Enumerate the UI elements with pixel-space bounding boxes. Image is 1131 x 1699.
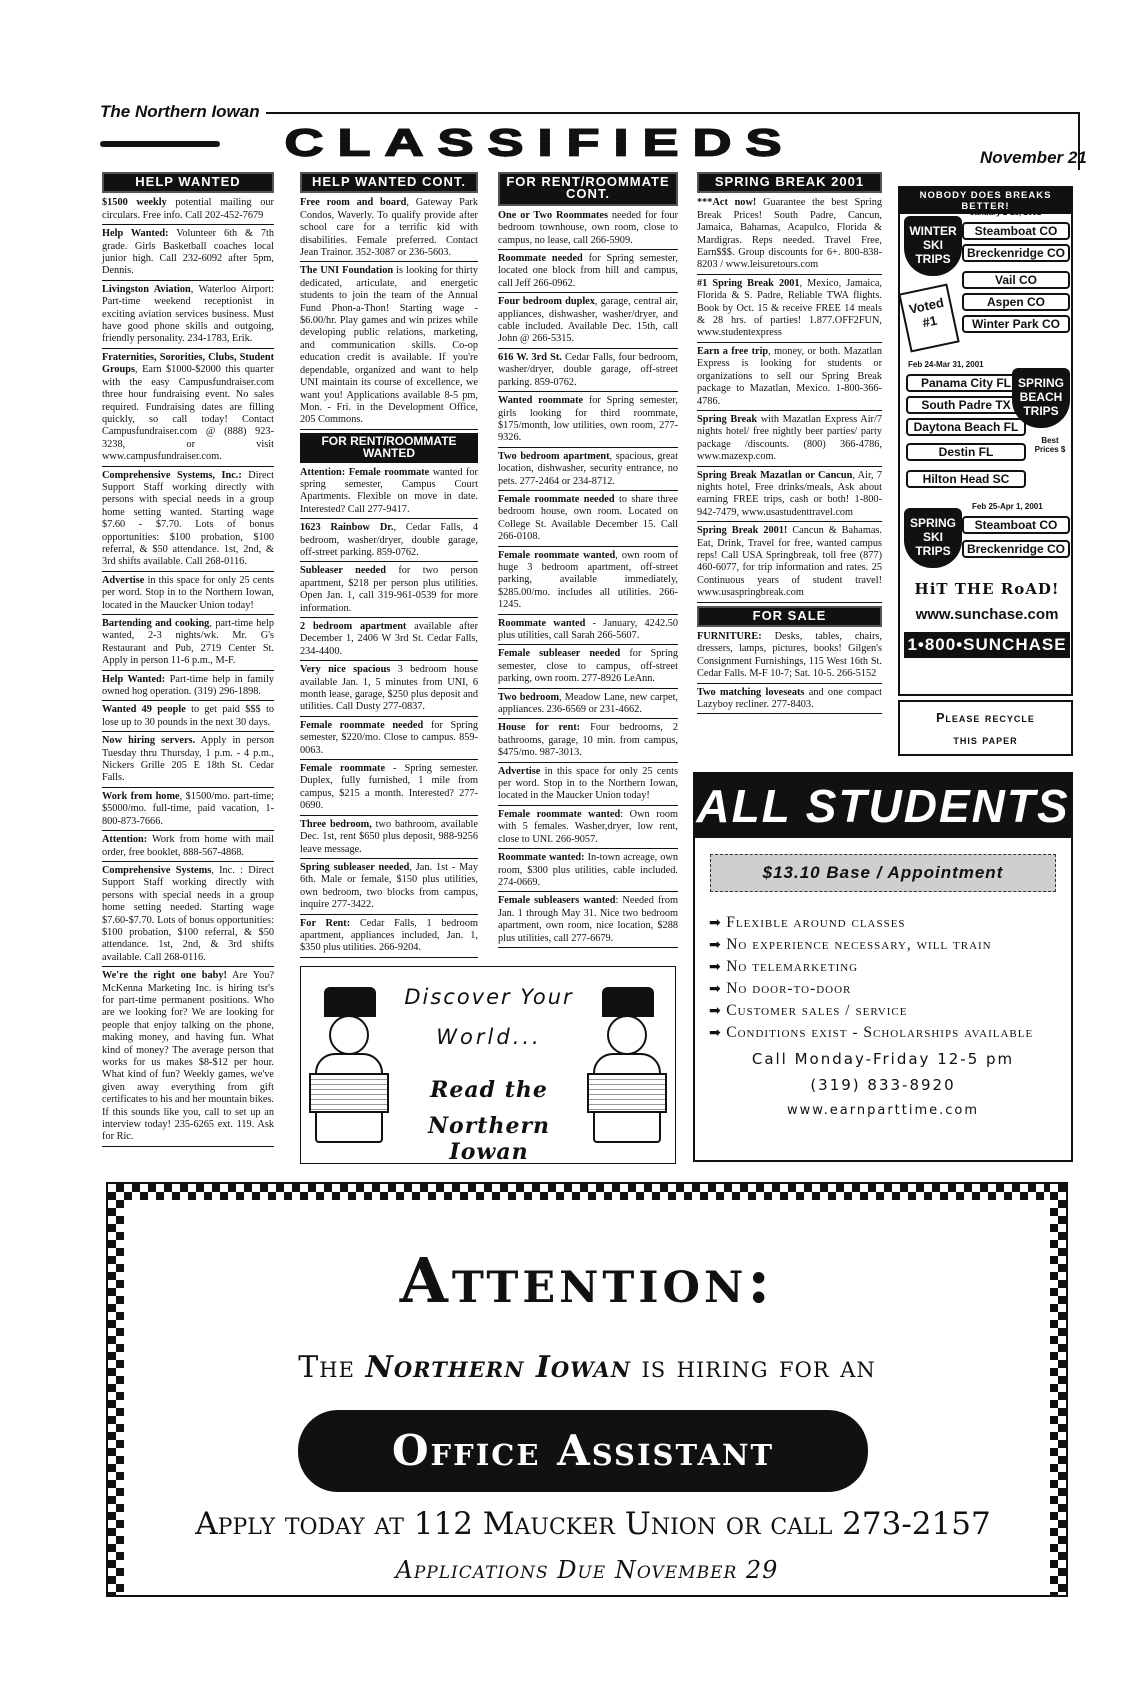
destination: Vail CO <box>962 271 1070 289</box>
list-item: ➡ Customer sales / service <box>709 1000 1071 1022</box>
classified-ad <box>697 525 882 602</box>
ad-list <box>697 197 882 602</box>
column-spring-break <box>697 172 882 717</box>
ad-body: - Spring semester. Duplex, fully furnished, 1 mile from campus, $215 a month. Interested? 277-0690. <box>300 763 478 812</box>
spring-ski-dates: Feb 25-Apr 1, 2001 <box>972 502 1043 511</box>
classified-ad <box>102 735 274 788</box>
office-assistant-ad <box>106 1182 1068 1597</box>
sunchase-website: www.sunchase.com <box>915 606 1059 623</box>
destination: Steamboat CO <box>962 222 1070 240</box>
ad-lead: Three bedroom, <box>300 818 372 830</box>
ad-list <box>300 197 478 429</box>
ad-body: Guarantee the best Spring Break Prices! South Padre, Cancun, Jamaica, Bahamas, Acapulco, Florida & Mardigras. Reps needed. Travel Free, Earn$$$. Group discounts for 6+. 800-838-8203 / www.leisuretours.com <box>697 197 882 271</box>
ad-body: , own room of huge 3 bedroom apartment, off-street parking, available immediately, $285.00/mo. includes all utilities. 266-1245. <box>498 549 679 611</box>
section-heading: FOR RENT/ROOMMATE WANTED <box>300 433 478 463</box>
ad-body: in this space for only 25 cents per word. Stop in to the Northern Iowan, located in the Maucker Union today! <box>498 765 678 802</box>
ad-body: , Jan. 1st - May 6th. Male or female, $150 plus utilities, own bedroom, two blocks from campus, inquire 277-3422. <box>300 861 478 911</box>
ad-body: , Gateway Park Condos, Waverly. To qualify provide after school care for a terrific kid with disabilities. Female preferred. Contact Jean Trainor. 352-3087 or 236-5603. <box>300 197 478 259</box>
ad-body: Desks, tables, chairs, dressers, lamps, pictures, books! Gilgen's Consignment Furnishings, 115 West 16th St. Cedar Falls. M-F 10-7; Sat. 10-5. 266-5152 <box>697 631 882 680</box>
ad-body: , $1500/mo. part-time; $5000/mo. full-time, paid vacation, 1-800-873-7666. <box>102 790 274 827</box>
ad-lead: Spring Break Mazatlan or Cancun <box>697 469 853 481</box>
ad-lead: Free room and board <box>300 197 407 209</box>
classified-ad <box>102 791 274 831</box>
classified-ad <box>300 862 478 915</box>
ad-body: two bathroom, available Dec. 1st, rent $650 plus deposit, 988-9256 leave message. <box>300 818 478 855</box>
discover-your-world-ad <box>300 966 676 1164</box>
sunchase-phone: 1•800•SUNCHASE <box>904 632 1070 658</box>
ad-lead: Help Wanted: <box>102 673 166 685</box>
ad-body: Are You? McKenna Marketing Inc. is hiring tsr's for part-time permanent positions. Who are we looking for? We are looking for people that enjoy talking on the phone, making money, and having fun. What kind of money? The average person that works for us makes $8-$12 per hour. What kind of fun? Weekly games, we've given away everything from gift certificates to his and her mountain bikes. If this sounds like you, call to set up an interview today! 235-6265 ext. 119. Ask for Ric. <box>102 970 275 1143</box>
destination: Hilton Head SC <box>906 470 1026 488</box>
column-for-rent-cont <box>498 172 678 951</box>
ad-body: Direct Support Staff working directly with persons with special needs in a group home setting wanted. Starting wage $7.60 - $7.70. Lots of bonus opportunities: $100 probation, $100 referral, & $50 attendance. 1st, 2nd, & 3rd shifts available. Call 268-0116. <box>102 469 274 568</box>
classified-ad <box>498 766 678 806</box>
ad-list <box>300 467 478 958</box>
students-title: ALL STUDENTS <box>695 774 1071 838</box>
ad-body: Four bedrooms, 2 bathrooms, garage, 10 min. from campus, $475/mo. 987-3013. <box>498 722 678 759</box>
ad-body: potential mailing our circulars. Free info. Call 202-452-7679 <box>102 197 274 221</box>
ad-body: , Meadow Lane, new carpet, appliances. 236-6569 or 231-4662. <box>498 691 679 716</box>
ad-body: Cedar Falls, four bedroom, washer/dryer, double garage, off-street parking. 859-0762. <box>498 351 678 388</box>
ad-body: Volunteer 6th & 7th grade. Girls Basketball coaches local junior high. Call 232-6092 after 5pm, Dennis. <box>102 228 274 277</box>
ad-body: to share three bedroom house, own room. Located on College St. Available December 15. Call 266-0108. <box>498 493 678 543</box>
classified-ad <box>300 265 478 429</box>
ad-body: for two person apartment, $218 per person plus utilities. Open Jan. 1, call 319-961-0539 for more information. <box>300 565 478 614</box>
destination: Panama City FL <box>906 374 1026 392</box>
ad-lead: Roommate needed <box>498 253 583 265</box>
ad-lead: Wanted 49 people <box>102 704 186 716</box>
ad-lead: Advertise <box>498 765 541 777</box>
ad-lead: 2 bedroom apartment <box>300 621 407 632</box>
classified-ad <box>300 522 478 562</box>
ad-body: - January, 4242.50 plus utilities, call Sarah 266-5607. <box>498 617 679 641</box>
ad-body: , spacious, great location, dishwasher, security entrance, no pets. 277-2464 or 234-8712. <box>498 450 678 487</box>
ad-lead: For Rent: <box>300 917 351 929</box>
ad-lead: Two matching loveseats <box>697 686 805 698</box>
ad-list <box>498 210 678 948</box>
hiring-post: is hiring for an <box>641 1350 876 1385</box>
ad-body: , Air, 7 nights hotel, Free drinks/meals, Ask about earning FREE trips, cash or both! 1-800-942-7479, www.usastudenttravel.com <box>697 469 882 518</box>
ad-lead: Female roommate <box>300 763 386 775</box>
ad-lead: Female roommate needed <box>300 719 424 731</box>
classified-ad <box>300 621 478 661</box>
ad-body: , part-time help wanted, 2-3 nights/wk. Mr. G's Restaurant and Pub, 2719 Center St. Apply in person 11-6 p.m., M-F. <box>102 618 274 667</box>
base-pay: $13.10 Base / Appointment <box>710 854 1056 892</box>
classified-ad <box>697 470 882 523</box>
classified-ad <box>498 296 678 349</box>
ad-body: , Waterloo Airport: Part-time weekend receptionist in exciting aviation services business. Must have good phone skills and outgoing, friendly personality. 234-1783, Erik. <box>102 283 274 345</box>
best-prices-badge: Best Prices $ <box>1034 436 1066 454</box>
spring-ski-shield: SPRING SKI TRIPS <box>904 508 962 568</box>
classified-ad <box>498 253 678 293</box>
classified-ad <box>102 197 274 225</box>
ad-lead: Two bedroom <box>498 691 560 703</box>
ad-lead: Advertise <box>102 574 145 586</box>
classified-ad <box>102 352 274 467</box>
classified-ad <box>498 494 678 547</box>
ad-lead: Earn a free trip <box>697 345 769 357</box>
ad-body: in this space for only 25 cents per word. Stop in to the Northern Iowan, located in the Maucker Union today! <box>102 574 274 611</box>
destination: Destin FL <box>906 443 1026 461</box>
section-heading: HELP WANTED <box>102 172 274 193</box>
call-phone: (319) 833-8920 <box>810 1076 956 1094</box>
ad-lead: Help Wanted: <box>102 228 169 240</box>
discover-line3: Read the <box>430 1077 548 1103</box>
hiring-paper-name: Northern Iowan <box>365 1350 631 1385</box>
ad-body: , Mexico, Jamaica, Florida & S. Padre, Reliable TWA flights. Book by Oct. 15 & receive FREE 14 meals & 28 hrs. of parties! 1.877.OFF2FUN, www.studentexpress <box>697 277 883 339</box>
sunchase-slogan: HiT THE RoAD! <box>914 580 1060 598</box>
ad-lead: Attention: Female roommate <box>300 466 430 478</box>
ad-lead: We're the right one baby! <box>102 970 227 982</box>
classified-ad <box>102 865 274 967</box>
ad-lead: Spring subleaser needed <box>300 861 410 873</box>
classified-ad <box>697 197 882 274</box>
ad-lead: 616 W. 3rd St. <box>498 351 562 363</box>
classified-ad <box>498 550 678 615</box>
paper-name: The Northern Iowan <box>100 102 266 122</box>
classified-ad <box>498 895 678 948</box>
classified-ad <box>697 631 882 684</box>
ad-body: available after December 1, 2406 W 3rd St. Cedar Falls, 234-4400. <box>300 621 479 657</box>
winter-dates: January 2-15, 2001 <box>970 208 1042 217</box>
ad-body: to get paid $$$ to lose up to 30 pounds in the next 30 days. <box>102 704 274 728</box>
classified-ad <box>102 575 274 615</box>
hiring-pre: The <box>298 1350 355 1385</box>
classified-ad <box>498 722 678 762</box>
ad-lead: Work from home <box>102 790 180 802</box>
position-title: Office Assistant <box>298 1410 868 1492</box>
ad-body: for Spring semester, girls looking for third roommate, $175/month, low utilities, own room, 277-9326. <box>498 395 678 444</box>
ad-lead: Bartending and cooking <box>102 618 210 629</box>
ad-body: and one compact Lazyboy recliner. 277-8403. <box>697 686 882 711</box>
section-heading: FOR SALE <box>697 606 882 627</box>
ad-body: for Spring semester, close to campus, off-street parking, own room. 277-8926 LeAnn. <box>498 648 678 685</box>
classified-ad <box>300 467 478 520</box>
discover-line2: World... <box>436 1025 542 1049</box>
classified-ad <box>498 852 678 892</box>
spring-dates: Feb 24-Mar 31, 2001 <box>908 360 984 369</box>
classified-ad <box>102 618 274 671</box>
ad-body: Cedar Falls, 1 bedroom apartment, appliances included, Jan. 1, $350 plus utilities. 266-9204. <box>300 917 478 954</box>
ad-lead: Spring Break 2001! <box>697 525 788 537</box>
classified-ad <box>498 618 678 646</box>
classified-ad <box>697 687 882 715</box>
classified-ad <box>102 704 274 732</box>
attention-title: Attention: <box>399 1244 775 1317</box>
winter-ski-shield: WINTER SKI TRIPS <box>904 216 962 276</box>
ad-lead: Female subleaser needed <box>498 648 621 660</box>
classified-ad <box>498 210 678 250</box>
classified-ad <box>300 918 478 958</box>
students-website: www.earnparttime.com <box>786 1103 980 1118</box>
ad-lead: $1500 weekly <box>102 197 167 209</box>
ad-body: with Mazatlan Express Air/7 nights hotel/ free nightly beer parties/ party package /discounts. (800) 366-4786, www.mazexp.com. <box>697 413 882 463</box>
recycle-line1: Please recycle <box>936 711 1035 725</box>
ad-list <box>102 197 274 1146</box>
classified-ad <box>102 284 274 349</box>
ad-body: : Own room with 5 females. Washer,dryer, low rent, close to UNI. 266-9057. <box>498 808 679 845</box>
classified-ad <box>300 819 478 859</box>
ad-body: In-town acreage, own room, $300 plus utilities, cable included. 274-0669. <box>498 852 678 888</box>
ad-lead: FURNITURE: <box>697 631 762 642</box>
ad-body: Work from home with mail order, free booklet, 888-567-4868. <box>102 834 274 858</box>
ad-lead: ***Act now! <box>697 197 757 209</box>
checker-border-top <box>108 1184 1066 1200</box>
ad-body: , Cedar Falls, 4 bedroom, washer/dryer, double garage, off-street parking. 859-0762. <box>300 522 478 558</box>
ad-lead: Attention: <box>102 834 148 846</box>
classifieds-banner <box>100 117 980 169</box>
ad-body: : Needed from Jan. 1 through May 31. Nice two bedroom apartment, own room, nice location, $288 plus utilities, call 277-6679. <box>498 895 678 944</box>
ad-lead: Roommate wanted <box>498 617 586 629</box>
classified-ad <box>300 763 478 816</box>
list-item: ➡ Conditions exist - Scholarships available <box>709 1022 1071 1044</box>
ad-lead: Female roommate wanted <box>498 808 621 820</box>
classified-ad <box>498 395 678 448</box>
destination: Winter Park CO <box>962 315 1070 333</box>
spring-beach-shield: SPRING BEACH TRIPS <box>1012 368 1070 428</box>
ad-body: Part-time help in family owned hog operation. (319) 296-1898. <box>102 673 274 698</box>
ad-body: , money, or both. Mazatlan Express is looking for students or organizations to sell our Spring Break package to Mazatlan, Mexico. 1-800-366-4786. <box>697 345 882 407</box>
ad-lead: Roommate wanted: <box>498 852 585 864</box>
section-title: CLASSIFIEDS <box>284 122 796 164</box>
ad-list <box>697 631 882 714</box>
classified-ad <box>498 809 678 849</box>
ad-lead: 1623 Rainbow Dr. <box>300 522 394 534</box>
classified-ad <box>102 970 274 1147</box>
classified-ad <box>300 664 478 717</box>
classified-ad <box>102 674 274 702</box>
list-item: ➡ No experience necessary, will train <box>709 934 1071 956</box>
destination: Breckenridge CO <box>962 244 1070 262</box>
destination: Daytona Beach FL <box>906 418 1026 436</box>
ad-body: Apply in person Tuesday thru Thursday, 1 p.m. - 4 p.m., Nickers Grille 205 E 18th St. Cedar Falls. <box>102 735 274 784</box>
classified-ad <box>300 720 478 760</box>
sunchase-ad <box>898 186 1073 696</box>
classified-ad <box>102 228 274 281</box>
ad-lead: Very nice spacious <box>300 664 391 676</box>
recycle-notice <box>898 700 1073 756</box>
column-help-wanted <box>102 172 274 1150</box>
ad-lead: Wanted roommate <box>498 395 584 407</box>
ad-lead: Two bedroom apartment <box>498 450 610 462</box>
ad-body: for Spring semester, located one block from hill and campus, call Jeff 266-0962. <box>498 253 678 289</box>
ad-lead: One or Two Roommates <box>498 209 609 221</box>
ad-body: , garage, central air, appliances, dishwasher, washer/dryer, and cable included. Available Dec. 15th, call John @ 266-5315. <box>498 296 678 345</box>
ad-lead: Comprehensive Systems <box>102 864 212 876</box>
ad-body: , Earn $1000-$2000 this quarter with the easy Campusfundraiser.com three hour fundraising event. No sales required. Fundraising dates are filling quickly, so call today! Contact Campusfundraiser.com @ (888) 923-3238, or visit www.campusfundraiser.com. <box>102 364 274 463</box>
ad-body: needed for four bedroom townhouse, own room, close to campus, no lease, call 266-5909. <box>498 209 678 246</box>
ad-lead: Spring Break <box>697 413 758 425</box>
ad-body: for Spring semester, $220/mo. Close to campus. 859-0063. <box>300 719 478 756</box>
reader-figure-right <box>587 987 667 1147</box>
ad-lead: Now hiring servers. <box>102 735 196 747</box>
ad-body: is looking for thirty dedicated, articulate, and energetic students to join the team of the Annual Fund Phon-a-Thon! Starting wage - $6.00/hr. Play games and win prizes while developing public relations, marketing, and communication skills. Co-op education credit is available. If you're dependable, organized and want to help UNI maintain its course of excellence, we want you! Applications available 8-5 pm, Mon. - Fri. in the Development Office, 205 Commons. <box>300 265 479 426</box>
ad-lead: Female roommate wanted <box>498 549 616 561</box>
destination: Steamboat CO <box>962 516 1070 534</box>
ad-lead: Fraternities, Sororities, Clubs, Student Groups <box>102 351 274 376</box>
list-item: ➡ Flexible around classes <box>709 912 1071 934</box>
section-heading: HELP WANTED CONT. <box>300 172 478 193</box>
ad-body: 3 bedroom house available Jan. 1, 5 minutes from UNI, 6 month lease, garage, $250 plus deposit and utilities. Call Dusty 277-0837. <box>300 664 478 713</box>
section-heading: SPRING BREAK 2001 <box>697 172 882 193</box>
recycle-line2: this paper <box>953 733 1018 747</box>
classified-ad <box>300 197 478 262</box>
classified-ad <box>498 648 678 688</box>
ad-lead: #1 Spring Break 2001 <box>697 277 800 289</box>
classified-ad <box>697 278 882 343</box>
ad-lead: Female subleasers wanted <box>498 895 616 907</box>
classified-ad <box>102 470 274 572</box>
ad-lead: Livingston Aviation <box>102 283 191 295</box>
classified-ad <box>697 414 882 467</box>
call-hours: Call Monday-Friday 12-5 pm <box>751 1050 1015 1068</box>
issue-date: November 21 <box>980 148 1087 167</box>
reader-figure-left <box>309 987 389 1147</box>
classified-ad <box>697 346 882 411</box>
ad-body: Cancun & Bahamas. Eat, Drink, Travel for free, wanted campus reps! Call USA Springbreak, toll free (877) 460-6077, for trip information and rates. 25 Continuous years of student travel! www.usaspringbreak.com <box>697 525 882 599</box>
ad-lead: Subleaser needed <box>300 565 386 577</box>
sunchase-tagline: NOBODY DOES BREAKS BETTER! <box>900 188 1071 214</box>
classified-ad <box>300 565 478 618</box>
classified-ad <box>102 834 274 862</box>
benefits-list <box>709 912 1071 1044</box>
discover-line1: Discover Your <box>404 985 574 1009</box>
all-students-ad <box>693 772 1073 1162</box>
ad-lead: Female roommate needed <box>498 493 615 505</box>
destination: Aspen CO <box>962 293 1070 311</box>
classified-ad <box>498 352 678 392</box>
section-heading: FOR RENT/ROOMMATE CONT. <box>498 172 678 206</box>
classified-ad <box>498 692 678 720</box>
classified-ad <box>498 451 678 491</box>
list-item: ➡ No door-to-door <box>709 978 1071 1000</box>
apply-line: Apply today at 112 Maucker Union or call 273-2157 <box>195 1506 991 1542</box>
ad-body: wanted for spring semester, Campus Court Apartments. Flexible on move in date. Interested? Call 277-9417. <box>300 466 478 515</box>
list-item: ➡ No telemarketing <box>709 956 1071 978</box>
destination: Breckenridge CO <box>962 540 1070 558</box>
ad-lead: House for rent: <box>498 722 581 734</box>
column-help-wanted-cont <box>300 172 478 961</box>
destination: South Padre TX <box>906 396 1026 414</box>
banner-swoosh <box>100 141 220 147</box>
ad-lead: Four bedroom duplex <box>498 296 595 308</box>
hiring-line <box>108 1350 1066 1385</box>
ad-body: , Inc. : Direct Support Staff working directly with persons with special needs in a group home setting needed. Starting wage $7.60-$7.70. Lots of bonus opportunities: $100 probation, $100 referral, & $50 attendance. 1st, 2nd, & 3rd shifts available. Call 268-0116. <box>102 864 274 963</box>
voted-badge: Voted #1 <box>898 283 959 352</box>
ad-lead: Comprehensive Systems, Inc.: <box>102 469 242 481</box>
discover-line4: Northern Iowan <box>427 1113 551 1165</box>
ad-lead: The UNI Foundation <box>300 265 394 277</box>
due-date-line: Applications Due November 29 <box>395 1556 779 1584</box>
